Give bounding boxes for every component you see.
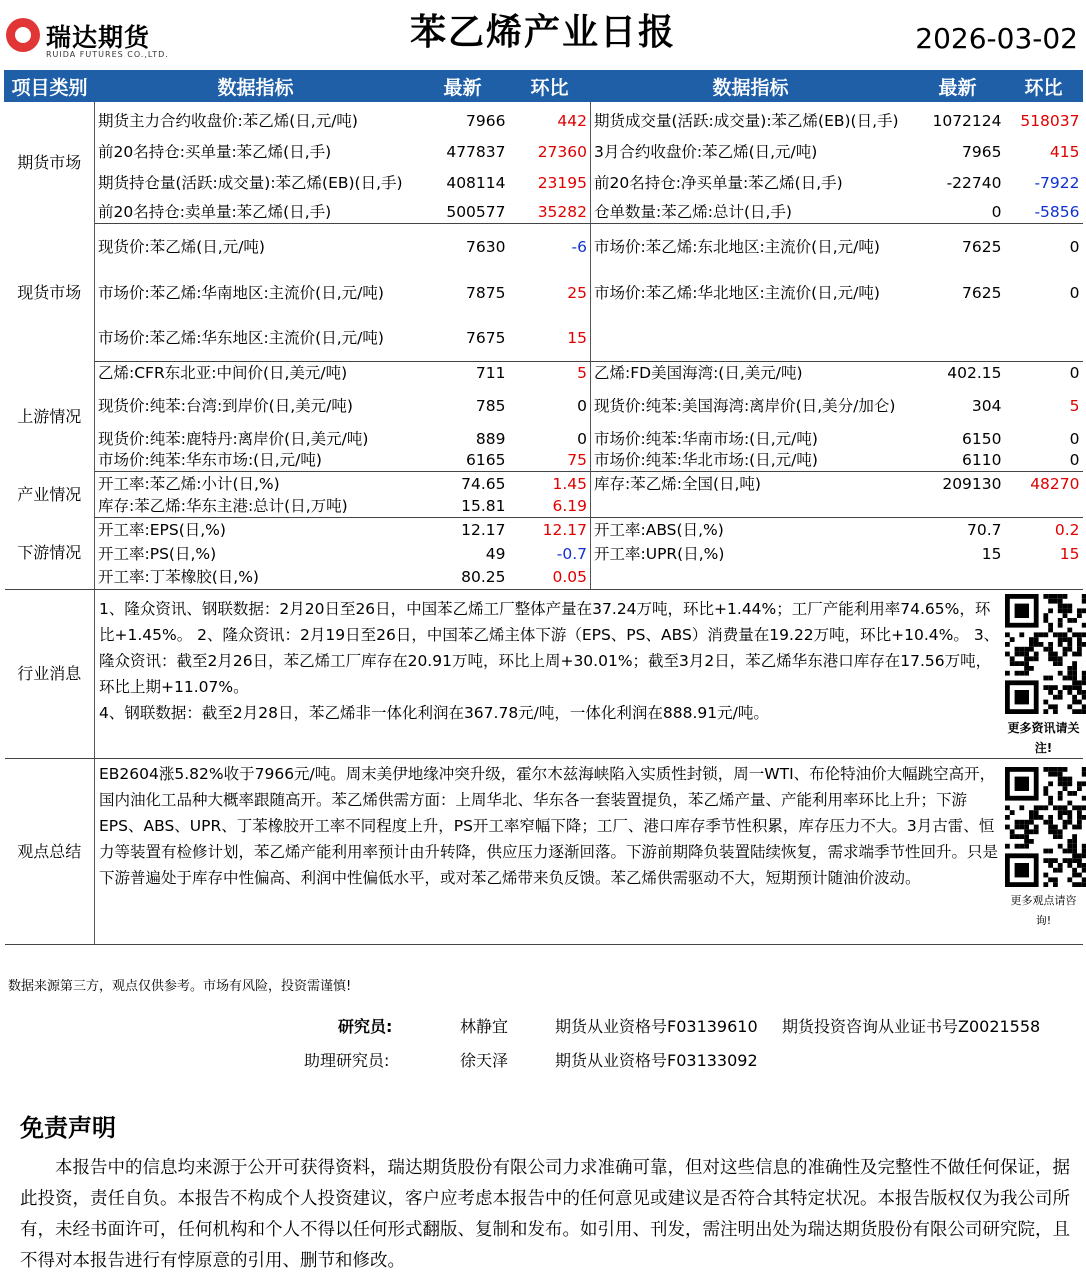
category-cell: 期货市场 [5, 102, 95, 224]
latest-cell: 7625 [911, 224, 1005, 270]
researcher-advisory-cert: 期货投资咨询从业证书号Z0021558 [782, 1014, 1040, 1037]
table-row [5, 542, 1083, 566]
latest-cell: 304 [911, 384, 1005, 428]
change-cell: 442 [509, 102, 591, 140]
latest-cell: 15.81 [417, 496, 509, 518]
change-cell [1005, 316, 1083, 362]
researcher-cert: 期货从业资格号F03139610 [555, 1014, 758, 1037]
table-row [5, 362, 1083, 384]
latest-cell: 477837 [417, 140, 509, 164]
change-cell: 415 [1005, 140, 1083, 164]
table-row [5, 428, 1083, 450]
disclaimer-text: 本报告中的信息均来源于公开可获得资料，瑞达期货股份有限公司力求准确可靠，但对这些信息的准确性及完整性不做任何保证，据此投资，责任自负。本报告不构成个人投资建议，客户应考虑本报告中的任何意见或建议是否符合其特定状况。本报告版权仅为我公司所有，未经书面许可，任何机构和个人不得以任何形式翻版、复制和发布。如引用、刊发，需注明出处为瑞达期货股份有限公司研究院，且不得对本报告进行有悖原意的引用、删节和修改。 [20, 1153, 1070, 1277]
data-table [4, 70, 1083, 945]
change-cell: -6 [509, 224, 591, 270]
change-cell: 12.17 [509, 518, 591, 542]
col-indicator-left: 数据指标 [95, 71, 417, 102]
latest-cell: 7965 [911, 140, 1005, 164]
assistant-cert: 期货从业资格号F03133092 [555, 1048, 758, 1071]
researcher-label: 研究员: [338, 1014, 392, 1037]
latest-cell: 12.17 [417, 518, 509, 542]
change-cell: 75 [509, 450, 591, 472]
table-row [5, 450, 1083, 472]
change-cell: 23195 [509, 164, 591, 202]
table-row [5, 224, 1083, 270]
latest-cell: -22740 [911, 164, 1005, 202]
indicator-cell: 市场价:苯乙烯:华北地区:主流价(日,元/吨) [591, 270, 911, 316]
latest-cell: 6150 [911, 428, 1005, 450]
change-cell: 27360 [509, 140, 591, 164]
category-cell: 产业情况 [5, 472, 95, 518]
latest-cell: 7630 [417, 224, 509, 270]
latest-cell: 7966 [417, 102, 509, 140]
indicator-cell: 乙烯:CFR东北亚:中间价(日,美元/吨) [95, 362, 417, 384]
table-row [5, 270, 1083, 316]
qr-code-icon [1005, 767, 1086, 887]
change-cell: 15 [509, 316, 591, 362]
latest-cell: 711 [417, 362, 509, 384]
indicator-cell [591, 316, 911, 362]
change-cell: 0 [1005, 270, 1083, 316]
indicator-cell [591, 566, 911, 590]
change-cell: 0 [509, 428, 591, 450]
change-cell: 5 [509, 362, 591, 384]
latest-cell [911, 316, 1005, 362]
researcher-name: 林静宜 [460, 1014, 508, 1037]
indicator-cell: 前20名持仓:卖单量:苯乙烯(日,手) [95, 202, 417, 224]
change-cell: 0 [1005, 428, 1083, 450]
category-cell: 上游情况 [5, 362, 95, 472]
indicator-cell: 开工率:ABS(日,%) [591, 518, 911, 542]
latest-cell: 80.25 [417, 566, 509, 590]
assistant-label: 助理研究员: [304, 1048, 389, 1071]
qr-view [1005, 759, 1083, 945]
category-cell: 观点总结 [5, 759, 95, 945]
indicator-cell: 开工率:EPS(日,%) [95, 518, 417, 542]
col-latest-left: 最新 [417, 71, 509, 102]
indicator-cell: 市场价:纯苯:华南市场:(日,元/吨) [591, 428, 911, 450]
data-source-note: 数据来源第三方，观点仅供参考。市场有风险，投资需谨慎! [8, 975, 351, 994]
indicator-cell: 库存:苯乙烯:全国(日,吨) [591, 472, 911, 496]
latest-cell: 0 [911, 202, 1005, 224]
latest-cell [911, 496, 1005, 518]
report-title: 苯乙烯产业日报 [0, 4, 1086, 55]
indicator-cell: 开工率:UPR(日,%) [591, 542, 911, 566]
qr-view-caption: 更多观点请咨询! [1005, 891, 1083, 931]
table-row [5, 164, 1083, 202]
indicator-cell: 库存:苯乙烯:华东主港:总计(日,万吨) [95, 496, 417, 518]
latest-cell: 408114 [417, 164, 509, 202]
change-cell: 0.2 [1005, 518, 1083, 542]
category-cell: 行业消息 [5, 590, 95, 759]
change-cell: -0.7 [509, 542, 591, 566]
change-cell: 0.05 [509, 566, 591, 590]
indicator-cell: 前20名持仓:买单量:苯乙烯(日,手) [95, 140, 417, 164]
indicator-cell: 开工率:丁苯橡胶(日,%) [95, 566, 417, 590]
report-date: 2026-03-02 [915, 22, 1078, 55]
assistant-name: 徐天泽 [460, 1048, 508, 1071]
change-cell: 0 [509, 384, 591, 428]
report-header [0, 0, 1086, 70]
indicator-cell: 现货价:苯乙烯(日,元/吨) [95, 224, 417, 270]
latest-cell: 74.65 [417, 472, 509, 496]
change-cell: 0 [1005, 224, 1083, 270]
latest-cell: 6110 [911, 450, 1005, 472]
indicator-cell: 现货价:纯苯:台湾:到岸价(日,美元/吨) [95, 384, 417, 428]
change-cell: -7922 [1005, 164, 1083, 202]
indicator-cell: 前20名持仓:净买单量:苯乙烯(日,手) [591, 164, 911, 202]
indicator-cell: 期货持仓量(活跃:成交量):苯乙烯(EB)(日,手) [95, 164, 417, 202]
table-row [5, 518, 1083, 542]
table-row [5, 140, 1083, 164]
disclaimer-title: 免责声明 [20, 1108, 116, 1143]
indicator-cell: 仓单数量:苯乙烯:总计(日,手) [591, 202, 911, 224]
latest-cell: 889 [417, 428, 509, 450]
latest-cell: 70.7 [911, 518, 1005, 542]
latest-cell: 7875 [417, 270, 509, 316]
change-cell: 25 [509, 270, 591, 316]
news-row [5, 590, 1083, 759]
indicator-cell: 市场价:苯乙烯:华东地区:主流价(日,元/吨) [95, 316, 417, 362]
latest-cell: 49 [417, 542, 509, 566]
change-cell: 6.19 [509, 496, 591, 518]
qr-code-icon [1005, 594, 1086, 714]
change-cell: 1.45 [509, 472, 591, 496]
indicator-cell: 现货价:纯苯:美国海湾:离岸价(日,美分/加仑) [591, 384, 911, 428]
indicator-cell: 期货主力合约收盘价:苯乙烯(日,元/吨) [95, 102, 417, 140]
change-cell: 518037 [1005, 102, 1083, 140]
latest-cell: 6165 [417, 450, 509, 472]
indicator-cell [591, 496, 911, 518]
category-cell: 现货市场 [5, 224, 95, 362]
indicator-cell: 乙烯:FD美国海湾:(日,美元/吨) [591, 362, 911, 384]
news-text: 1、隆众资讯、钢联数据：2月20日至26日，中国苯乙烯工厂整体产量在37.24万吨，环比+1.44%；工厂产能利用率74.65%，环比+1.45%。 2、隆众资讯：2月19日至26日，中国苯乙烯主体下游（EPS、PS、ABS）消费量在19.22万吨，环比+10.4%。 3、隆众资讯：截至2月26日，苯乙烯工厂库存在20.91万吨，环比上周+30.01%；截至3月2日，苯乙烯华东港口库存在17.56万吨，环比上期+11.07%。 4、钢联数据：截至2月28日，苯乙烯非一体化利润在367.78元/吨，一体化利润在888.91元/吨。 [95, 590, 1005, 759]
indicator-cell: 期货成交量(活跃:成交量):苯乙烯(EB)(日,手) [591, 102, 911, 140]
indicator-cell: 市场价:苯乙烯:东北地区:主流价(日,元/吨) [591, 224, 911, 270]
latest-cell: 7675 [417, 316, 509, 362]
category-cell: 下游情况 [5, 518, 95, 590]
latest-cell: 500577 [417, 202, 509, 224]
table-row [5, 102, 1083, 140]
latest-cell: 785 [417, 384, 509, 428]
table-row [5, 496, 1083, 518]
col-change-right: 环比 [1005, 71, 1083, 102]
indicator-cell: 市场价:苯乙烯:华南地区:主流价(日,元/吨) [95, 270, 417, 316]
col-category: 项目类别 [5, 71, 95, 102]
indicator-cell: 开工率:苯乙烯:小计(日,%) [95, 472, 417, 496]
change-cell: 0 [1005, 362, 1083, 384]
col-change-left: 环比 [509, 71, 591, 102]
indicator-cell: 市场价:纯苯:华北市场:(日,元/吨) [591, 450, 911, 472]
latest-cell: 1072124 [911, 102, 1005, 140]
latest-cell: 15 [911, 542, 1005, 566]
change-cell [1005, 496, 1083, 518]
table-row [5, 316, 1083, 362]
indicator-cell: 市场价:纯苯:华东市场:(日,元/吨) [95, 450, 417, 472]
view-text: EB2604涨5.82%收于7966元/吨。周末美伊地缘冲突升级，霍尔木兹海峡陷入实质性封锁，周一WTI、布伦特油价大幅跳空高开，国内油化工品种大概率跟随高开。苯乙烯供需方面：上周华北、华东各一套装置提负，苯乙烯产量、产能利用率环比上升；下游EPS、ABS、UPR、丁苯橡胶开工率不同程度上升，PS开工率窄幅下降；工厂、港口库存季节性积累，库存压力不大。3月古雷、恒力等装置有检修计划，苯乙烯产能利用率预计由升转降，供应压力逐渐回落。下游前期降负装置陆续恢复，需求端季节性回升。只是下游普遍处于库存中性偏高、利润中性偏低水平，或对苯乙烯带来负反馈。苯乙烯供需驱动不大，短期预计随油价波动。 [95, 759, 1005, 945]
indicator-cell: 开工率:PS(日,%) [95, 542, 417, 566]
table-row [5, 472, 1083, 496]
change-cell: -5856 [1005, 202, 1083, 224]
table-row [5, 202, 1083, 224]
table-row [5, 384, 1083, 428]
col-latest-right: 最新 [911, 71, 1005, 102]
logo-english: RUIDA FUTURES CO.,LTD. [46, 50, 169, 59]
table-header-row [5, 71, 1083, 102]
change-cell: 5 [1005, 384, 1083, 428]
change-cell: 35282 [509, 202, 591, 224]
view-row [5, 759, 1083, 945]
latest-cell [911, 566, 1005, 590]
latest-cell: 7625 [911, 270, 1005, 316]
latest-cell: 402.15 [911, 362, 1005, 384]
table-row [5, 566, 1083, 590]
indicator-cell: 3月合约收盘价:苯乙烯(日,元/吨) [591, 140, 911, 164]
latest-cell: 209130 [911, 472, 1005, 496]
qr-news [1005, 590, 1083, 759]
change-cell: 48270 [1005, 472, 1083, 496]
indicator-cell: 现货价:纯苯:鹿特丹:离岸价(日,美元/吨) [95, 428, 417, 450]
change-cell [1005, 566, 1083, 590]
change-cell: 0 [1005, 450, 1083, 472]
logo-name: 瑞达期货 [46, 18, 150, 54]
col-indicator-right: 数据指标 [591, 71, 911, 102]
qr-news-caption: 更多资讯请关注! [1005, 718, 1083, 758]
change-cell: 15 [1005, 542, 1083, 566]
